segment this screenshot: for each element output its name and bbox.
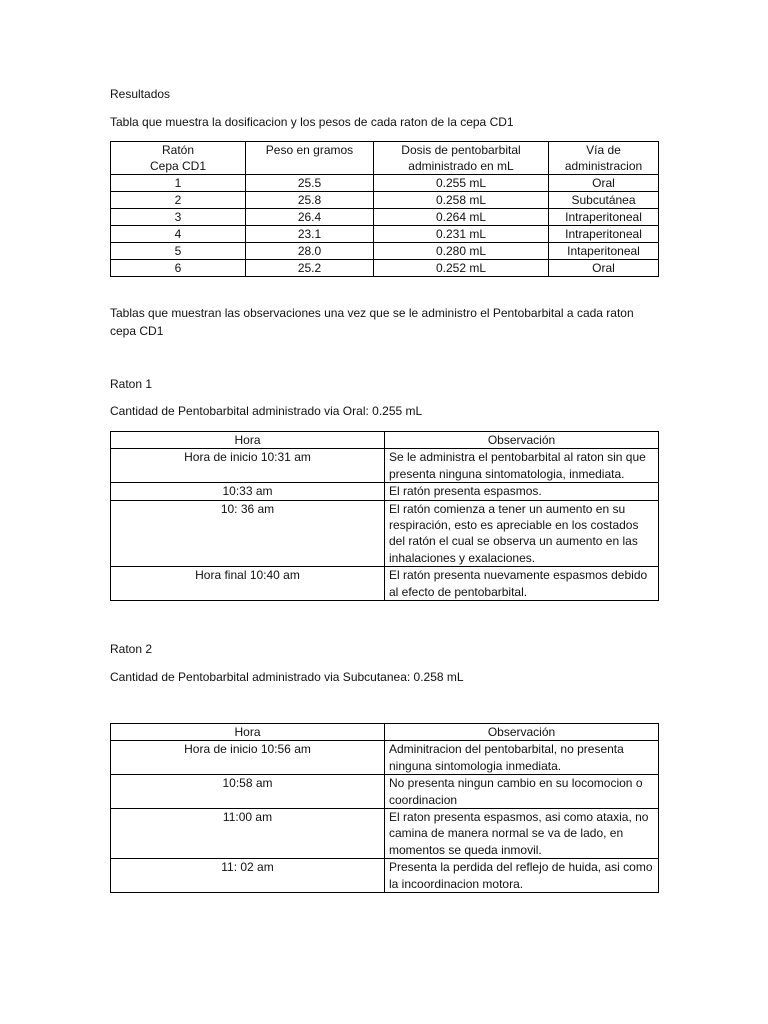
cell-observacion: Adminitracion del pentobarbital, no presenta ninguna sintomologia inmediata.	[385, 741, 659, 775]
table-row	[111, 209, 659, 226]
cell-hora: Hora de inicio 10:56 am	[111, 741, 385, 775]
cell-observacion: El ratón presenta nuevamente espasmos debido al efecto de pentobarbital.	[385, 567, 659, 601]
header-hora: Hora	[111, 724, 385, 741]
dose-table-caption: Tabla que muestra la dosificacion y los pesos de cada raton de la cepa CD1	[110, 115, 514, 129]
table-row	[111, 260, 659, 277]
raton1-title: Raton 1	[110, 377, 153, 391]
cell-raton: 6	[111, 260, 246, 277]
cell-hora: 11:00 am	[111, 809, 385, 859]
cell-observacion: El raton presenta espasmos, asi como ataxia, no camina de manera normal se va de lado, en momentos se queda inmovil.	[385, 809, 659, 859]
cell-observacion: Se le administra el pentobarbital al raton sin que presenta ninguna sintomatologia, inmediata.	[385, 449, 659, 483]
raton1-dose-line: Cantidad de Pentobarbital administrado via Oral: 0.255 mL	[110, 404, 423, 418]
cell-peso: 25.2	[246, 260, 374, 277]
cell-observacion: Presenta la perdida del reflejo de huida, asi como la incoordinacion motora.	[385, 859, 659, 893]
cell-observacion: El ratón comienza a tener un aumento en su respiración, esto es apreciable en los costados del ratón el cual se observa un aumento en las inhalaciones y exalaciones.	[385, 500, 659, 567]
observations-intro: Tablas que muestran las observaciones una vez que se le administro el Pentobarbital a cada raton cepa CD1	[110, 306, 634, 338]
table-row	[111, 175, 659, 192]
cell-hora: 10:58 am	[111, 775, 385, 809]
cell-via: Oral	[549, 260, 659, 277]
table-row	[111, 567, 659, 601]
cell-via: Intraperitoneal	[549, 226, 659, 243]
header-dosis: Dosis de pentobarbital administrado en mL	[374, 142, 549, 175]
cell-observacion: No presenta ningun cambio en su locomocion o coordinacion	[385, 775, 659, 809]
results-heading: Resultados	[110, 87, 171, 101]
cell-via: Oral	[549, 175, 659, 192]
observation-table-header	[111, 724, 659, 741]
cell-dosis: 0.264 mL	[374, 209, 549, 226]
cell-hora: 10: 36 am	[111, 500, 385, 567]
header-hora: Hora	[111, 432, 385, 449]
cell-dosis: 0.252 mL	[374, 260, 549, 277]
raton1-observation-table	[110, 431, 659, 601]
cell-hora: 10:33 am	[111, 483, 385, 500]
cell-peso: 25.8	[246, 192, 374, 209]
dose-table	[110, 141, 659, 277]
cell-peso: 25.5	[246, 175, 374, 192]
cell-hora: Hora final 10:40 am	[111, 567, 385, 601]
cell-peso: 23.1	[246, 226, 374, 243]
cell-peso: 26.4	[246, 209, 374, 226]
table-row	[111, 809, 659, 859]
table-row	[111, 775, 659, 809]
header-peso: Peso en gramos	[246, 142, 374, 175]
table-row	[111, 449, 659, 483]
cell-peso: 28.0	[246, 243, 374, 260]
cell-dosis: 0.280 mL	[374, 243, 549, 260]
table-row	[111, 192, 659, 209]
table-row	[111, 500, 659, 567]
cell-via: Subcutánea	[549, 192, 659, 209]
cell-dosis: 0.255 mL	[374, 175, 549, 192]
observation-table-header	[111, 432, 659, 449]
cell-raton: 3	[111, 209, 246, 226]
dose-table-header	[111, 142, 659, 175]
raton2-observation-table	[110, 723, 659, 893]
header-observacion: Observación	[385, 432, 659, 449]
table-row	[111, 741, 659, 775]
table-row	[111, 243, 659, 260]
cell-dosis: 0.258 mL	[374, 192, 549, 209]
header-via: Vía de administracion	[549, 142, 659, 175]
header-raton: Ratón Cepa CD1	[111, 142, 246, 175]
cell-raton: 2	[111, 192, 246, 209]
table-row	[111, 483, 659, 500]
cell-raton: 4	[111, 226, 246, 243]
cell-dosis: 0.231 mL	[374, 226, 549, 243]
raton2-title: Raton 2	[110, 642, 153, 656]
table-row	[111, 859, 659, 893]
cell-observacion: El ratón presenta espasmos.	[385, 483, 659, 500]
header-observacion: Observación	[385, 724, 659, 741]
cell-via: Intraperitoneal	[549, 209, 659, 226]
cell-hora: Hora de inicio 10:31 am	[111, 449, 385, 483]
cell-hora: 11: 02 am	[111, 859, 385, 893]
cell-raton: 5	[111, 243, 246, 260]
cell-raton: 1	[111, 175, 246, 192]
table-row	[111, 226, 659, 243]
cell-via: Intaperitoneal	[549, 243, 659, 260]
raton2-dose-line: Cantidad de Pentobarbital administrado via Subcutanea: 0.258 mL	[110, 670, 464, 684]
